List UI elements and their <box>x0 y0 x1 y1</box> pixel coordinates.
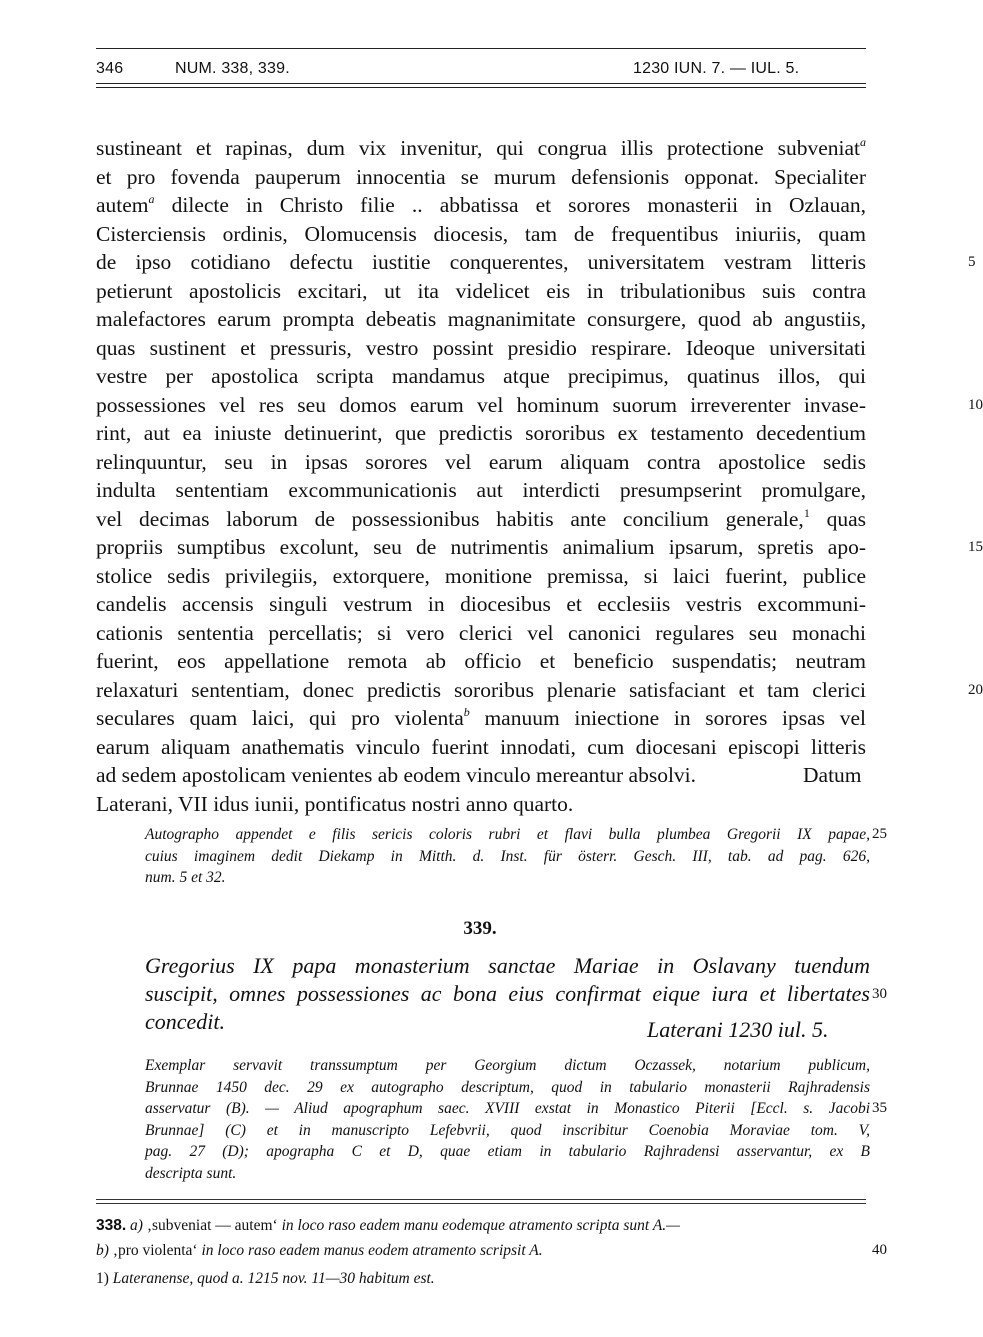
note-line <box>145 1098 887 1120</box>
text-line <box>96 590 866 619</box>
line-text: rint, aut ea iniuste detinuerint, que predictis sororibus ex testamento decedentium <box>96 421 866 445</box>
line-text: relinquuntur, seu in ipsas sorores vel earum aliquam contra apostolice sedis <box>96 449 866 474</box>
text-line <box>96 676 983 705</box>
note-text: Autographo appendet e filis sericis coloris rubri et flavi bulla plumbea Gregorii IX papae, <box>145 826 870 843</box>
line-text: indulta sententiam excommunicationis aut interdicti presumpserint promulgare, <box>96 478 866 502</box>
text-line <box>96 790 866 819</box>
text-line <box>96 647 866 676</box>
header-rule-double <box>96 87 866 88</box>
date-range: 1230 IUN. 7. — IUL. 5. <box>633 60 800 77</box>
apparatus-quote-b: ‚pro violenta‘ <box>108 1242 202 1259</box>
note-text: Brunnae] (C) et in manuscripto Lefebvrii, quod inscribitur Coenobia Moraviae tom. V, <box>145 1121 870 1139</box>
note-text: concedit. <box>145 1009 226 1034</box>
apparatus-reference: a <box>148 192 155 206</box>
line-number: 40 <box>872 1242 887 1258</box>
line-number: 10 <box>968 396 983 413</box>
line-text: et pro fovenda pauperum innocentia se murum defensionis opponat. Specialiter <box>96 164 866 189</box>
main-text <box>96 134 983 818</box>
text-line <box>96 163 866 192</box>
note-text: cuius imaginem dedit Diekamp in Mitth. d. Inst. für österr. Gesch. III, tab. ad pag. 626, <box>145 847 870 865</box>
apparatus-marker-a: a) <box>130 1217 143 1234</box>
text-line <box>96 419 866 448</box>
line-number: 5 <box>968 254 976 270</box>
apparatus-reference: a <box>860 135 866 149</box>
text-line <box>96 220 866 249</box>
footnote-marker: 1) <box>96 1270 109 1287</box>
line-text: autem <box>96 193 149 217</box>
source-note-339 <box>145 1055 887 1184</box>
apparatus-line <box>96 1213 866 1238</box>
apparatus-marker-b: b) <box>96 1242 109 1259</box>
text-line <box>96 248 976 277</box>
line-text: Cisterciensis ordinis, Olomucensis diocesis, tam de frequentibus iniuriis, quam <box>96 221 866 246</box>
line-text: Laterani, VII idus iunii, pontificatus nostri anno quarto. <box>96 791 574 816</box>
line-number: 35 <box>872 1100 887 1116</box>
line-text: quas <box>809 506 866 531</box>
line-text: de ipso cotidiano defectu iustitie conquerentes, universitatem vestram litteris <box>96 250 866 274</box>
apparatus-quote-a: ‚subveniat — autem‘ <box>142 1217 282 1234</box>
footnote-text: Lateranense, quod a. 1215 nov. 11—30 habitum est. <box>108 1270 435 1287</box>
line-number: 20 <box>968 681 983 698</box>
line-text: propriis sumptibus excolunt, seu de nutrimentis animalium ipsarum, spretis apo- <box>96 535 866 559</box>
note-line <box>145 1008 870 1042</box>
line-text: manuum iniectione in sorores ipsas vel <box>469 706 866 730</box>
line-text: earum aliquam anathematis vinculo fuerint innodati, cum diocesani episcopi litteris <box>96 734 866 759</box>
text-line <box>96 704 866 733</box>
line-number: 30 <box>872 986 887 1002</box>
note-text: descripta sunt. <box>145 1164 237 1182</box>
text-line <box>96 134 866 163</box>
footnote-1 <box>96 1270 435 1288</box>
text-line <box>96 334 866 363</box>
datum-word: Datum <box>803 763 862 787</box>
note-line <box>145 1077 870 1099</box>
text-line <box>96 362 866 391</box>
note-text: num. 5 et 32. <box>145 869 226 886</box>
source-note-338 <box>145 824 887 889</box>
note-text: Exemplar servavit transsumptum per Georgium dictum Oczassek, notarium publicum, <box>145 1057 870 1074</box>
document-number-339: 339. <box>463 918 497 939</box>
page-number: 346 <box>96 60 124 77</box>
note-line <box>145 846 870 868</box>
line-text: candelis accensis singuli vestrum in diocesibus et ecclesiis vestris excommuni- <box>96 592 866 616</box>
line-number: 15 <box>968 539 983 555</box>
apparatus-rule <box>96 1199 866 1200</box>
text-line <box>96 505 866 534</box>
line-text: dilecte in Christo filie .. abbatissa et sorores monasterii in Ozlauan, <box>154 193 866 217</box>
note-text: pag. 27 (D); apographa C et D, quae etiam in tabulario Rajhradensi asservantur, ex B <box>145 1143 870 1160</box>
note-line <box>145 980 887 1008</box>
apparatus-text-b: in loco raso eadem manus eodem atramento scripsit A. <box>201 1242 543 1259</box>
header-top-rule <box>96 48 866 49</box>
text-line <box>96 448 866 477</box>
line-text: cationis sententia percellatis; si vero clerici vel canonici regulares seu monachi <box>96 620 866 645</box>
note-line <box>145 1163 870 1185</box>
note-text: Brunnae 1450 dec. 29 ex autographo descriptum, quod in tabulario monasterii Rajhradensis <box>145 1078 870 1096</box>
note-line <box>145 867 870 889</box>
note-text: Gregorius IX papa monasterium sanctae Mariae in Oslavany tuendum <box>145 953 870 978</box>
apparatus-reference: 1 <box>803 505 810 520</box>
line-text: petierunt apostolicis excitari, ut ita videlicet eis in tribulationibus suis contra <box>96 278 866 303</box>
apparatus-doc-number: 338. <box>96 1217 127 1234</box>
line-text: ad sedem apostolicam venientes ab eodem vinculo mereantur absolvi. <box>96 763 697 787</box>
note-line <box>145 1141 870 1163</box>
note-line <box>145 1120 870 1142</box>
apparatus-reference: b <box>463 705 470 719</box>
note-text: asservatur (B). — Aliud apographum saec. XVIII exstat in Monastico Piterii [Eccl. s. Jacobi <box>145 1100 870 1117</box>
line-number: 25 <box>872 826 887 842</box>
text-line <box>96 761 866 790</box>
line-text: fuerint, eos appellatione remota ab officio et beneficio suspendatis; neutram <box>96 649 866 673</box>
note-line <box>145 824 887 846</box>
text-line <box>96 562 866 591</box>
text-line <box>96 391 983 420</box>
apparatus-line <box>96 1238 887 1263</box>
text-line <box>96 733 866 762</box>
critical-apparatus <box>96 1213 887 1263</box>
line-text: possessiones vel res seu domos earum vel hominum suorum irreverenter invase- <box>96 392 866 417</box>
apparatus-text-a: in loco raso eadem manu eodemque atramento scripta sunt A.— <box>281 1217 680 1234</box>
note-line <box>145 952 870 980</box>
regest-summary-339 <box>145 952 887 1042</box>
text-line <box>96 305 866 334</box>
line-text: sustineant et rapinas, dum vix invenitur, qui congrua illis protectione subveniat <box>96 136 860 160</box>
document-numbers: NUM. 338, 339. <box>175 60 290 77</box>
line-text: vel decimas laborum de possessionibus habitis ante concilium generale, <box>96 506 804 531</box>
text-line <box>96 476 866 505</box>
text-line <box>96 533 983 562</box>
date-place: Laterani 1230 iul. 5. <box>647 1017 829 1042</box>
line-text: malefactores earum prompta debeatis magnanimitate consurgere, quod ab angustiis, <box>96 307 866 331</box>
line-text: vestre per apostolica scripta mandamus atque precipimus, quatinus illos, qui <box>96 364 866 388</box>
line-text: seculares quam laici, qui pro violenta <box>96 706 464 730</box>
note-text: suscipit, omnes possessiones ac bona eius confirmat eique iura et libertates <box>145 981 870 1006</box>
line-text: relaxaturi sententiam, donec predictis sororibus plenarie satisfaciant et tam clerici <box>96 677 866 702</box>
text-line <box>96 191 866 220</box>
text-line <box>96 277 866 306</box>
line-text: stolice sedis privilegiis, extorquere, monitione premissa, si laici fuerint, publice <box>96 563 866 588</box>
line-text: quas sustinent et pressuris, vestro possint presidio respirare. Ideoque universitati <box>96 335 866 360</box>
header-rule <box>96 83 866 84</box>
text-line <box>96 619 866 648</box>
note-line <box>145 1055 870 1077</box>
apparatus-rule-double <box>96 1203 866 1204</box>
